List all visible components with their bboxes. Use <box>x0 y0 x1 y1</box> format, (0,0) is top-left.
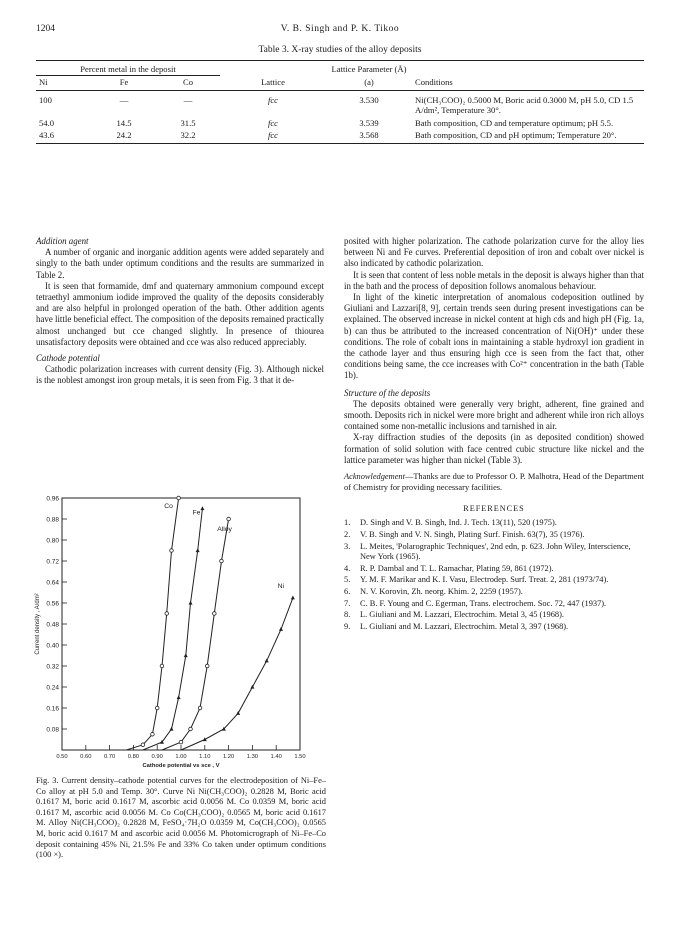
reference-text: R. P. Dambal and T. L. Ramachar, Plating 59, 861 (1972). <box>360 563 554 573</box>
x-axis-label: Cathode potential vs sce , V <box>142 763 220 769</box>
series-line-ni <box>181 598 293 750</box>
cell-lattice: fcc <box>267 117 279 128</box>
reference-number: 8. <box>344 610 351 620</box>
cell-conditions: Bath composition, CD and pH optimum; Temperature 20°. <box>412 129 644 144</box>
data-point-fe <box>200 506 204 510</box>
header-spacer <box>220 61 326 76</box>
header-parameter-sub: (a) <box>326 76 412 91</box>
reference-item <box>344 599 644 610</box>
data-point-fe <box>169 727 173 731</box>
y-tick-label: 0.24 <box>46 684 59 692</box>
figure-caption: Fig. 3. Current density–cathode potential curves for the electrodeposition of Ni–Fe–Co alloy at pH 5.0 and Temp. 30°. Curve Ni Ni(CH₃COO)₂ 0.2828 M, Boric acid 0.1617 M, boric acid 0.1617 M, ascorbic acid 0.0056 M. Co 0.0359 M, boric acid 0.1617 M, ascorbic acid 0.0056 M. Co Co(CH₃COO)₂ 0.0565 M, boric acid 0.1617 M. Alloy Ni(CH₃COO)₂ 0.2828 M, FeSO₄·7H₂O 0.0359 M, Co(CH₃COO)₂ 0.0565 M, boric acid 0.1617 M and ascorbic acid 0.0056 M. Photomicrograph of Ni–Fe–Co deposit containing 45% Ni, 21.5% Fe and 33% Co taken under optimum conditions (100 ×). <box>36 776 326 860</box>
data-point-co <box>141 743 145 747</box>
y-tick-label: 0.72 <box>46 558 59 566</box>
reference-text: L. Giuliani and M. Lazzari, Electrochim. Metal 3, 45 (1968). <box>360 610 564 620</box>
reference-text: L. Meites, 'Polarographic Techniques', 2nd edn, p. 623. John Wiley, Interscience, New York (1965). <box>360 541 631 562</box>
reference-text: V. B. Singh and V. N. Singh, Plating Surf. Finish. 63(7), 35 (1976). <box>360 530 585 540</box>
reference-number: 2. <box>344 530 351 540</box>
cell-fe: 24.2 <box>92 129 156 144</box>
y-tick-label: 0.80 <box>46 537 59 545</box>
data-point-fe <box>184 653 188 657</box>
y-axis-label: Current density , A/dm² <box>35 593 41 655</box>
group-header: Percent metal in the deposit <box>36 61 220 76</box>
cell-ni: 100 <box>39 95 52 106</box>
paragraph: posited with higher polarization. The cathode polarization curve for the alloy lies between Ni and Fe curves. Preferential deposition of iron and cobalt over nickel is also indicated by cathodic polarization. <box>344 236 644 269</box>
y-tick-label: 0.16 <box>46 705 59 713</box>
x-tick-label: 0.60 <box>80 754 92 760</box>
reference-item <box>344 542 644 563</box>
y-tick-label: 0.64 <box>46 579 59 587</box>
header-ni: Ni <box>36 76 92 91</box>
data-point-alloy <box>198 706 202 710</box>
paragraph: X-ray diffraction studies of the deposits (in as deposited condition) showed formation of solid solution with face centred cubic structure like nickel and the lattice parameter was higher than nickel (Table 3). <box>344 432 644 465</box>
header-conditions: Conditions <box>412 76 644 91</box>
data-point-fe <box>196 548 200 552</box>
x-tick-label: 1.40 <box>270 754 282 760</box>
table-row <box>36 117 644 129</box>
xray-table <box>36 60 644 144</box>
reference-text: C. B. F. Young and C. Egerman, Trans. electrochem. Soc. 72, 447 (1937). <box>360 598 607 608</box>
reference-number: 5. <box>344 575 351 585</box>
cathode-heading: Cathode potential <box>36 353 100 364</box>
data-point-ni <box>291 596 295 600</box>
reference-text: D. Singh and V. B. Singh, Ind. J. Tech. 13(11), 520 (1975). <box>360 518 557 528</box>
data-point-alloy <box>227 517 231 521</box>
cell-parameter: 3.539 <box>359 117 379 128</box>
ack-lead: Acknowledgement <box>344 472 405 482</box>
x-tick-label: 1.30 <box>246 754 259 760</box>
table-header-row <box>36 76 644 91</box>
cell-lattice: fcc <box>220 129 326 144</box>
y-tick-label: 0.48 <box>46 621 59 629</box>
data-point-ni <box>279 627 283 631</box>
structure-heading: Structure of the deposits <box>344 387 431 398</box>
data-point-alloy <box>213 612 217 616</box>
y-tick-label: 0.88 <box>46 516 59 524</box>
table-caption: Table 3. X-ray studies of the alloy deposits <box>258 45 422 55</box>
data-point-co <box>155 706 159 710</box>
paragraph: The deposits obtained were generally very bright, adherent, fine grained and smooth. Deposits rich in nickel were more bright and adherent while iron rich alloys contained some non-metallic inclusions and tarnished in air. <box>344 398 644 432</box>
reference-item <box>344 610 644 621</box>
paragraph: A number of organic and inorganic addition agents were added separately and singly to the bath under optimum conditions and the results are summarized in Table 2. <box>36 247 324 280</box>
series-label-co: Co <box>164 503 173 510</box>
x-tick-label: 1.00 <box>175 754 187 760</box>
cell-ni: 54.0 <box>39 117 55 128</box>
y-tick-label: 0.56 <box>46 600 59 608</box>
paragraph: Cathodic polarization increases with current density (Fig. 3). Although nickel is the noblest amongst iron group metals, it is seen from Fig. 3 that it de- <box>36 364 324 386</box>
header-spacer <box>412 61 644 76</box>
data-point-alloy <box>189 727 193 731</box>
data-point-co <box>151 732 155 736</box>
references-heading: REFERENCES <box>463 504 525 514</box>
header-fe: Fe <box>92 76 156 91</box>
cell-fe: 14.5 <box>116 117 132 128</box>
cell-conditions: Ni(CH₃COO)₂ 0.5000 M, Boric acid 0.3000 M, pH 5.0, CD 1.5 A/dm², Temperature 30°. <box>415 95 634 116</box>
series-label-fe: Fe <box>192 509 201 517</box>
reference-list <box>344 518 644 632</box>
cell-parameter: 3.568 <box>326 129 412 144</box>
reference-item <box>344 587 644 598</box>
y-tick-label: 0.40 <box>46 642 59 650</box>
series-label-ni: Ni <box>277 582 285 590</box>
reference-text: N. V. Korovin, Zh. neorg. Khim. 2, 2259 (1957). <box>360 587 523 597</box>
x-tick-label: 0.90 <box>151 754 163 760</box>
cell-fe: — <box>119 95 129 106</box>
data-point-co <box>165 612 169 616</box>
addition-heading: Addition agent <box>36 236 89 246</box>
paragraph: It is seen that content of less noble metals in the deposit is always higher than that in the bath and the process of deposition follows anomalous behaviour. <box>344 269 644 291</box>
table-row <box>36 91 644 117</box>
reference-number: 6. <box>344 587 351 597</box>
paragraph: It is seen that formamide, dmf and quaternary ammonium compound except tetraethyl ammonium iodide improved the quality of the deposits considerably and are also helpful in prolonged operation of the bath. Other addition agents have little beneficial effect. The composition of the deposits remained practically almost unchanged but cce changed slightly. In presence of thiourea unsatisfactory deposits were obtained and cce was also reduced appreciably. <box>36 280 324 347</box>
figure-3 <box>30 488 330 770</box>
data-point-fe <box>177 695 181 699</box>
cell-co: 32.2 <box>156 129 220 144</box>
data-point-ni <box>265 659 269 663</box>
reference-number: 7. <box>344 598 351 608</box>
cell-ni: 43.6 <box>36 129 92 144</box>
right-column <box>344 236 644 633</box>
data-point-co <box>177 496 181 500</box>
plot-frame <box>62 498 300 750</box>
table-header-row <box>36 61 644 76</box>
ack-text: —Thanks are due to Professor O. P. Malhotra, Head of the Department of Chemistry for providing necessary facilities. <box>344 472 644 492</box>
table-row <box>36 129 644 144</box>
x-tick-label: 0.70 <box>103 754 116 760</box>
reference-text: Y. M. F. Marikar and K. I. Vasu, Electrodep. Surf. Treat. 2, 281 (1973/74). <box>360 575 609 585</box>
running-head <box>36 24 644 38</box>
cell-co: 31.5 <box>180 117 196 128</box>
data-point-alloy <box>220 559 224 563</box>
reference-item <box>344 518 644 529</box>
cell-co: — <box>183 95 193 106</box>
reference-item <box>344 530 644 541</box>
reference-number: 9. <box>344 621 351 631</box>
reference-item <box>344 564 644 575</box>
running-title: V. B. Singh and P. K. Tikoo <box>280 24 400 34</box>
header-lattice: Lattice <box>220 76 326 91</box>
series-line-co <box>126 498 178 750</box>
cell-lattice: fcc <box>267 95 279 106</box>
left-column <box>36 236 324 387</box>
data-point-co <box>160 664 164 668</box>
x-tick-label: 0.50 <box>56 754 68 760</box>
polarization-chart <box>30 488 330 770</box>
reference-item <box>344 575 644 586</box>
x-tick-label: 0.80 <box>127 754 140 760</box>
page-number: 1204 <box>36 24 55 34</box>
header-parameter: Lattice Parameter (Å) <box>326 61 412 76</box>
reference-text: L. Giuliani and M. Lazzari, Electrochim. Metal 3, 397 (1968). <box>360 621 569 631</box>
cell-parameter: 3.530 <box>359 95 379 106</box>
x-tick-label: 1.50 <box>294 754 306 760</box>
reference-item <box>344 622 644 633</box>
header-co: Co <box>156 76 220 91</box>
acknowledgement <box>344 472 644 493</box>
cell-conditions: Bath composition, CD and temperature optimum; pH 5.5. <box>415 117 614 128</box>
data-point-alloy <box>179 740 183 744</box>
reference-number: 1. <box>344 518 351 528</box>
data-point-co <box>170 549 174 553</box>
paragraph: In light of the kinetic interpretation of anomalous codeposition outlined by Giuliani and Lazzari[8, 9], certain trends seen during present investigations can be explained. The observed increase in nickel content at high cds and high pH (Fig. 1a, b) can thus be attributed to the increased concentration of Ni(OH)⁺ under these conditions. The role of cobalt ions in maintaining a stable hydroxyl ion gradient in the cathode layer and thus ensuring high cce is seen from the fact that, other conditions being same, the cce increases with Co²⁺ concentration in the bath (Table 1b). <box>344 292 644 381</box>
x-tick-label: 1.20 <box>222 754 235 760</box>
data-point-alloy <box>205 664 209 668</box>
y-tick-label: 0.08 <box>46 726 59 734</box>
y-tick-label: 0.32 <box>46 663 59 671</box>
reference-number: 3. <box>344 541 351 551</box>
x-tick-label: 1.10 <box>199 754 211 760</box>
y-tick-label: 0.96 <box>46 495 59 503</box>
data-point-fe <box>189 601 193 605</box>
series-label-alloy: Alloy <box>217 526 232 533</box>
reference-number: 4. <box>344 563 351 573</box>
series-line-alloy <box>162 519 229 750</box>
